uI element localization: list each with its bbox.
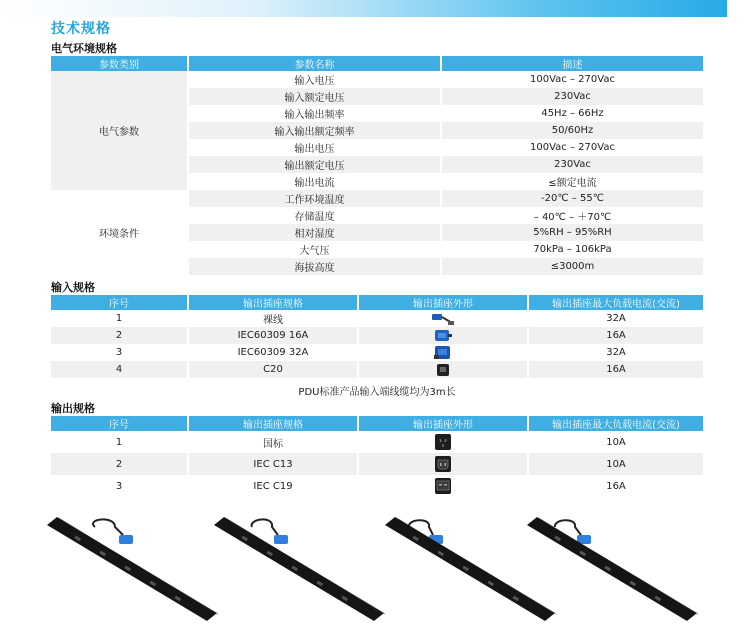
column-header: 输出插座规格 (188, 295, 358, 310)
param-desc: 100Vac – 270Vac (530, 74, 615, 85)
table-header-row (51, 295, 703, 310)
param-desc: 70kPa – 106kPa (533, 244, 612, 255)
row-number: 3 (51, 344, 188, 361)
param-name: 输入电压 (188, 71, 441, 88)
socket-spec: C20 (188, 361, 358, 378)
c13-socket-icon (434, 455, 452, 473)
column-header: 输出插座规格 (188, 416, 358, 431)
row-number: 1 (51, 431, 188, 453)
socket-shape-cell (358, 475, 528, 497)
column-header: 描述 (441, 56, 703, 71)
param-name: 输出电压 (188, 139, 441, 156)
page-title: 技术规格 (51, 21, 111, 37)
column-header: 输出插座最大负载电流(交流) (528, 295, 703, 310)
env-section-title: 电气环境规格 (51, 42, 117, 55)
param-name: 海拔高度 (188, 258, 441, 275)
table-row (51, 361, 703, 378)
param-desc: -20℃ – 55℃ (441, 190, 703, 207)
iec60309-32a-plug-icon (432, 345, 454, 361)
param-desc: 5%RH – 95%RH (441, 224, 703, 241)
table-row (51, 431, 703, 453)
table-row (51, 453, 703, 475)
iec60309-16a-plug-icon (432, 328, 454, 344)
gb-socket-icon (434, 433, 452, 451)
param-desc: 45Hz – 66Hz (541, 108, 604, 119)
table-row (51, 310, 703, 327)
table-header-row (51, 416, 703, 431)
input-section-title: 输入规格 (51, 281, 95, 294)
pdu-product-image (525, 513, 700, 623)
param-desc: ≤额定电流 (548, 178, 597, 189)
param-name: 输入输出频率 (188, 105, 441, 122)
env-spec-table (51, 56, 703, 275)
param-desc: – 40℃ – ＋70℃ (533, 212, 612, 223)
socket-shape-cell (358, 327, 528, 344)
row-number: 2 (51, 327, 188, 344)
max-current: 32A (606, 347, 626, 358)
column-header: 参数类别 (51, 56, 188, 71)
param-desc: 230Vac (441, 88, 703, 105)
socket-shape-cell (358, 431, 528, 453)
row-number: 3 (51, 475, 188, 497)
socket-shape-cell (358, 361, 528, 378)
bare-wire-plug-icon (430, 311, 456, 327)
c20-plug-icon (435, 362, 451, 378)
socket-spec: 国标 (188, 431, 358, 453)
column-header: 序号 (51, 416, 188, 431)
column-header: 序号 (51, 295, 188, 310)
table-row (51, 71, 703, 88)
param-name: 相对湿度 (188, 224, 441, 241)
param-desc: ≤3000m (441, 258, 703, 275)
input-spec-table (51, 295, 703, 378)
param-name: 输入输出额定频率 (188, 122, 441, 139)
table-header-row (51, 56, 703, 71)
input-cable-note: PDU标准产品输入端线缆均为3m长 (298, 387, 456, 398)
header-gradient-bar (0, 0, 727, 17)
c19-socket-icon (434, 477, 452, 495)
table-row (51, 190, 703, 207)
table-row (51, 475, 703, 497)
socket-spec: IEC60309 32A (188, 344, 358, 361)
socket-spec: 裸线 (188, 310, 358, 327)
row-number: 1 (51, 310, 188, 327)
max-current: 16A (528, 361, 703, 378)
param-name: 存储温度 (188, 207, 441, 224)
column-header: 输出插座外形 (358, 416, 528, 431)
max-current: 10A (606, 436, 626, 448)
table-row (51, 327, 703, 344)
row-number: 4 (51, 361, 188, 378)
param-name: 工作环境温度 (188, 190, 441, 207)
category-cell: 电气参数 (51, 71, 188, 190)
param-desc: 100Vac – 270Vac (530, 142, 615, 153)
max-current: 10A (528, 453, 703, 475)
param-name: 输出额定电压 (188, 156, 441, 173)
max-current: 16A (528, 327, 703, 344)
column-header: 参数名称 (188, 56, 441, 71)
output-section-title: 输出规格 (51, 402, 95, 415)
column-header: 输出插座外形 (358, 295, 528, 310)
param-name: 大气压 (188, 241, 441, 258)
socket-shape-cell (358, 310, 528, 327)
category-cell: 环境条件 (51, 190, 188, 275)
socket-shape-cell (358, 344, 528, 361)
param-name: 输出电流 (188, 173, 441, 190)
row-number: 2 (51, 453, 188, 475)
table-row (51, 344, 703, 361)
socket-spec: IEC60309 16A (188, 327, 358, 344)
max-current: 16A (606, 480, 626, 492)
output-spec-table (51, 416, 703, 497)
socket-shape-cell (358, 453, 528, 475)
param-desc: 230Vac (441, 156, 703, 173)
pdu-product-image (212, 513, 387, 623)
max-current: 32A (606, 313, 626, 324)
param-name: 输入额定电压 (188, 88, 441, 105)
pdu-product-image (45, 513, 220, 623)
socket-spec: IEC C13 (188, 453, 358, 475)
param-desc: 50/60Hz (441, 122, 703, 139)
column-header: 输出插座最大负载电流(交流) (528, 416, 703, 431)
socket-spec: IEC C19 (188, 475, 358, 497)
